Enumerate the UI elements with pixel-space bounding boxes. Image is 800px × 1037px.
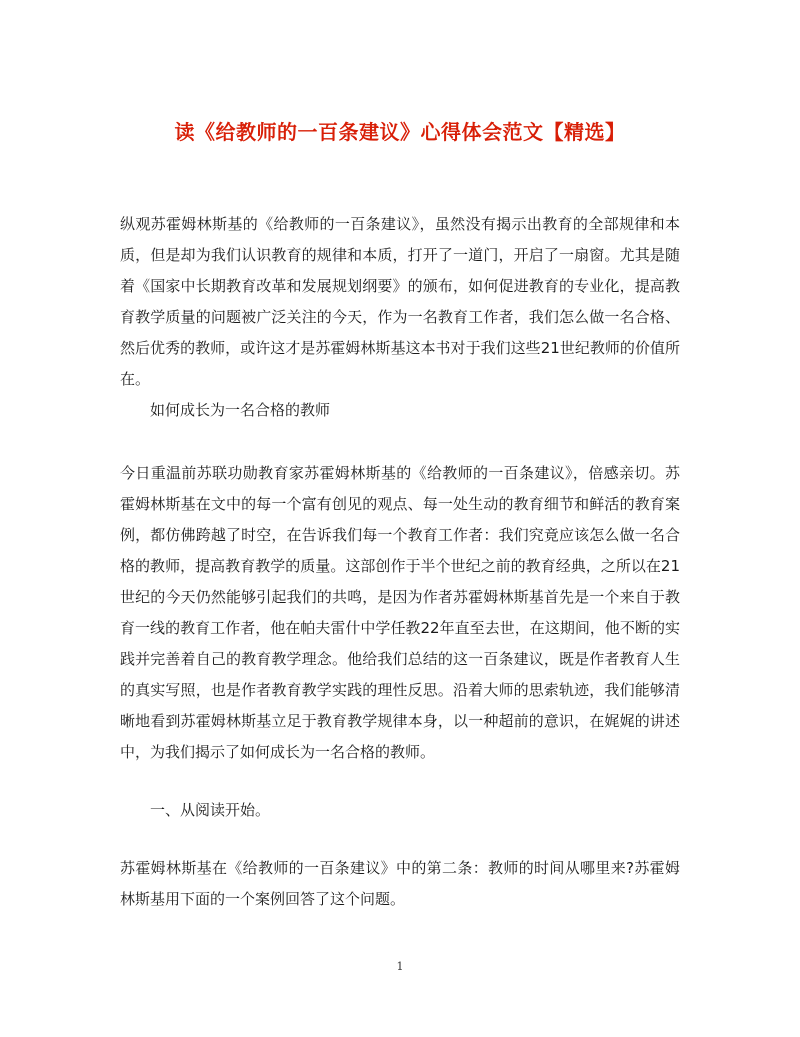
paragraph-review: 今日重温前苏联功勋教育家苏霍姆林斯基的《给教师的一百条建议》，倍感亲切。苏霍姆林斯基在文中的每一个富有创见的观点、每一处生动的教育细节和鲜活的教育案例，都仿佛跨越了时空，在告诉我们每一个教育工作者：我们究竟应该怎么做一名合格的教师，提高教育教学的质量。这部创作于半个世纪之前的教育经典，之所以在21世纪的今天仍然能够引起我们的共鸣，是因为作者苏霍姆林斯基首先是一个来自于教育一线的教育工作者，他在帕夫雷什中学任教22年直至去世，在这期间，他不断的实践并完善着自己的教育教学理念。他给我们总结的这一百条建议，既是作者教育人生的真实写照，也是作者教育教学实践的理性反思。沿着大师的思索轨迹，我们能够清晰地看到苏霍姆林斯基立足于教育教学规律本身，以一种超前的意识，在娓娓的讲述中，为我们揭示了如何成长为一名合格的教师。 xyxy=(120,464,680,761)
paragraph-teacher-time: 苏霍姆林斯基在《给教师的一百条建议》中的第二条：教师的时间从哪里来?苏霍姆林斯基用下面的一个案例回答了这个问题。 xyxy=(120,859,680,908)
section-heading-qualified-teacher: 如何成长为一名合格的教师 xyxy=(150,401,331,419)
section-heading-reading: 一、从阅读开始。 xyxy=(150,801,271,819)
page-number: 1 xyxy=(396,960,404,973)
paragraph-intro: 纵观苏霍姆林斯基的《给教师的一百条建议》，虽然没有揭示出教育的全部规律和本质，但是却为我们认识教育的规律和本质，打开了一道门，开启了一扇窗。尤其是随着《国家中长期教育改革和发展规划纲要》的颁布，如何促进教育的专业化，提高教育教学质量的问题被广泛关注的今天，作为一名教育工作者，我们怎么做一名合格、然后优秀的教师，或许这才是苏霍姆林斯基这本书对于我们这些21世纪教师的价值所在。 xyxy=(120,215,680,388)
document-title: 读《给教师的一百条建议》心得体会范文【精选】 xyxy=(174,120,626,144)
